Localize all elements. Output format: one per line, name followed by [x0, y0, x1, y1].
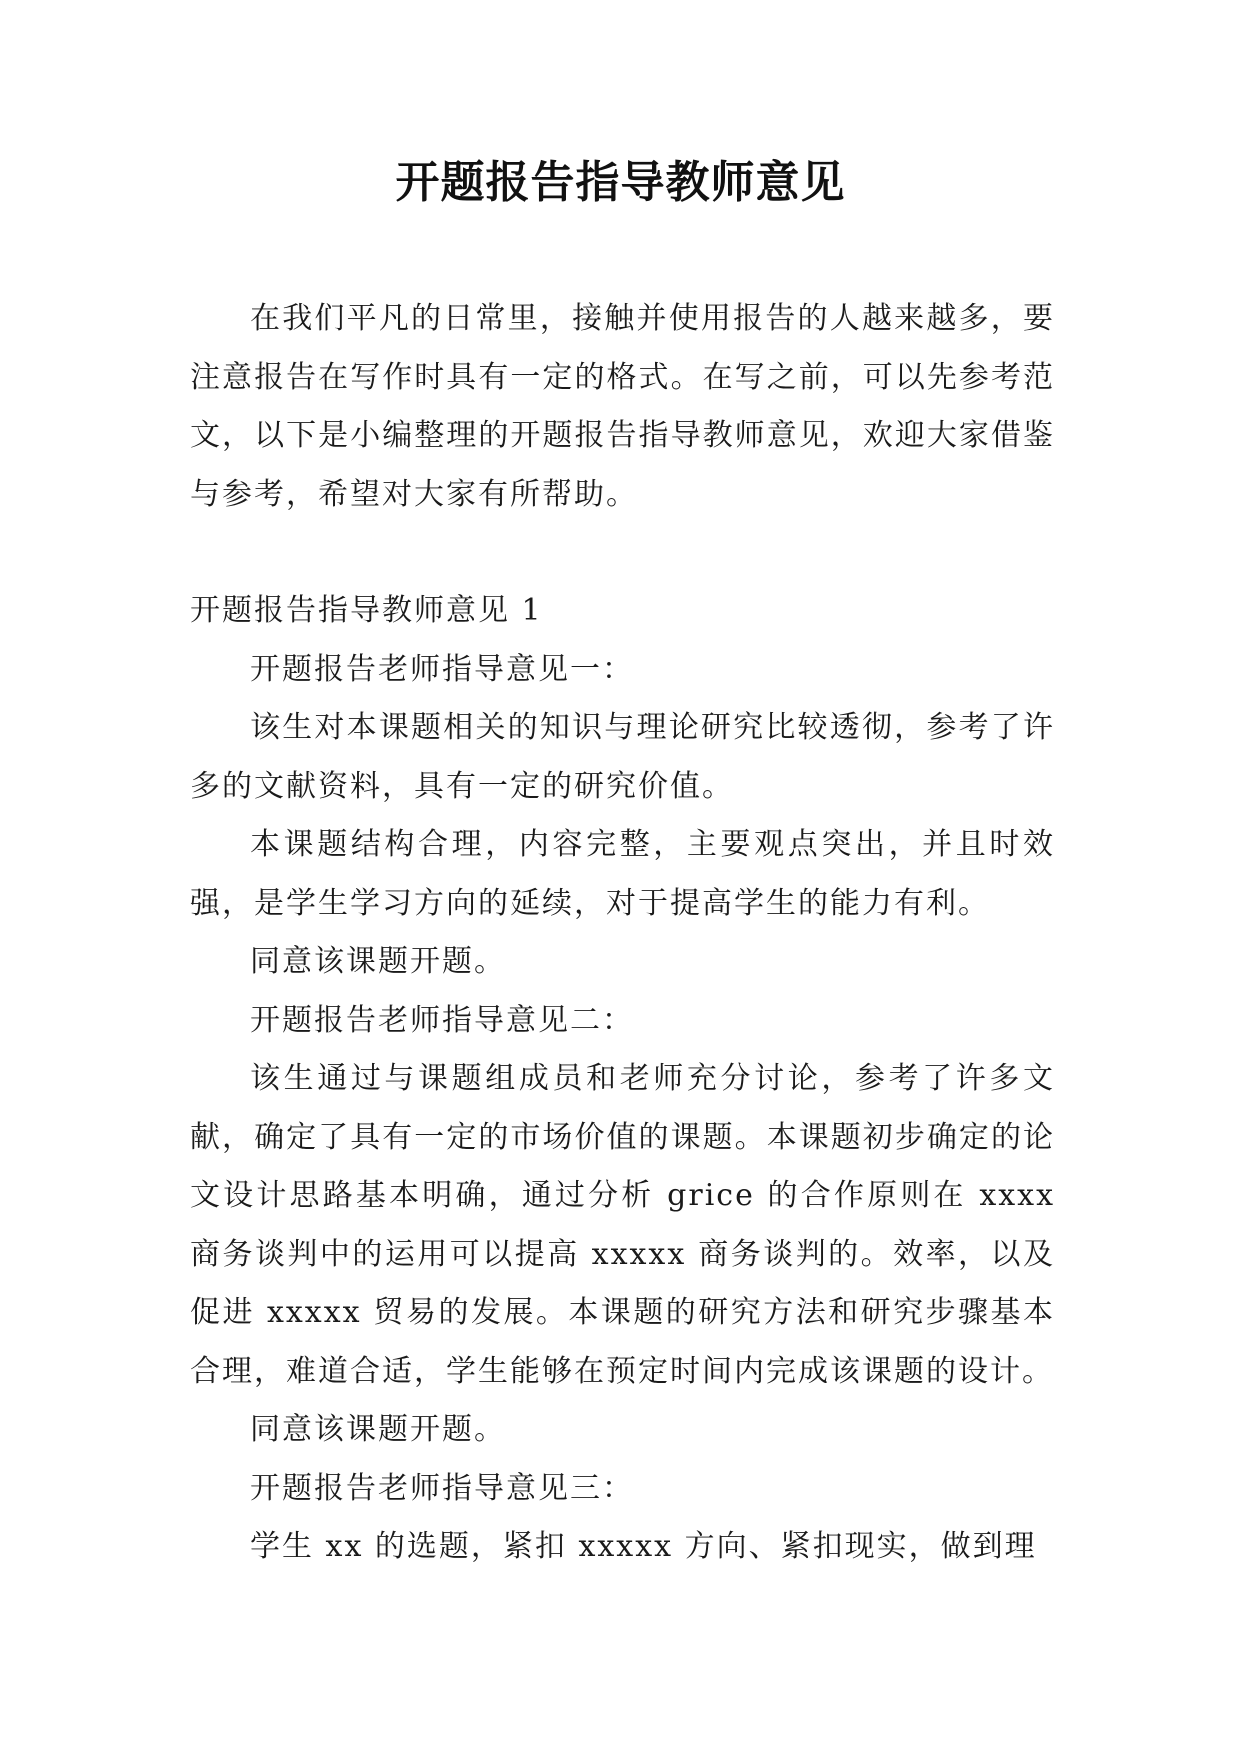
- intro-paragraph: 在我们平凡的日常里，接触并使用报告的人越来越多，要注意报告在写作时具有一定的格式。在写之前，可以先参考范文，以下是小编整理的开题报告指导教师意见，欢迎大家借鉴与参考，希望对大家有所帮助。: [190, 301, 1055, 512]
- opinion-2-paragraph-2: 同意该课题开题。: [250, 1412, 506, 1447]
- document-body: [190, 290, 1055, 1577]
- opinion-3-paragraph-1: 学生 xx 的选题，紧扣 xxxxx 方向、紧扣现实，做到理: [250, 1529, 1037, 1564]
- opinion-2-label: 开题报告老师指导意见二：: [250, 1002, 634, 1038]
- opinion-1-label: 开题报告老师指导意见一：: [250, 651, 634, 687]
- document-title: 开题报告指导教师意见: [395, 157, 846, 208]
- section-heading: 开题报告指导教师意见 1: [190, 593, 543, 628]
- opinion-1-paragraph-3: 同意该课题开题。: [250, 944, 506, 979]
- opinion-1-paragraph-2: 本课题结构合理，内容完整，主要观点突出，并且时效强，是学生学习方向的延续，对于提高学生的能力有利。: [190, 827, 1055, 921]
- opinion-3-label: 开题报告老师指导意见三：: [250, 1470, 634, 1506]
- opinion-1-paragraph-1: 该生对本课题相关的知识与理论研究比较透彻，参考了许多的文献资料，具有一定的研究价值。: [190, 710, 1055, 804]
- opinion-2-paragraph-1: 该生通过与课题组成员和老师充分讨论，参考了许多文献，确定了具有一定的市场价值的课题。本课题初步确定的论文设计思路基本明确，通过分析 grice 的合作原则在 xxxx 商务谈判中的运用可以提高 xxxxx 商务谈判的。效率，以及促进 xxxxx 贸易的发展。本课题的研究方法和研究步骤基本合理，难道合适，学生能够在预定时间内完成该课题的设计。: [190, 1061, 1055, 1389]
